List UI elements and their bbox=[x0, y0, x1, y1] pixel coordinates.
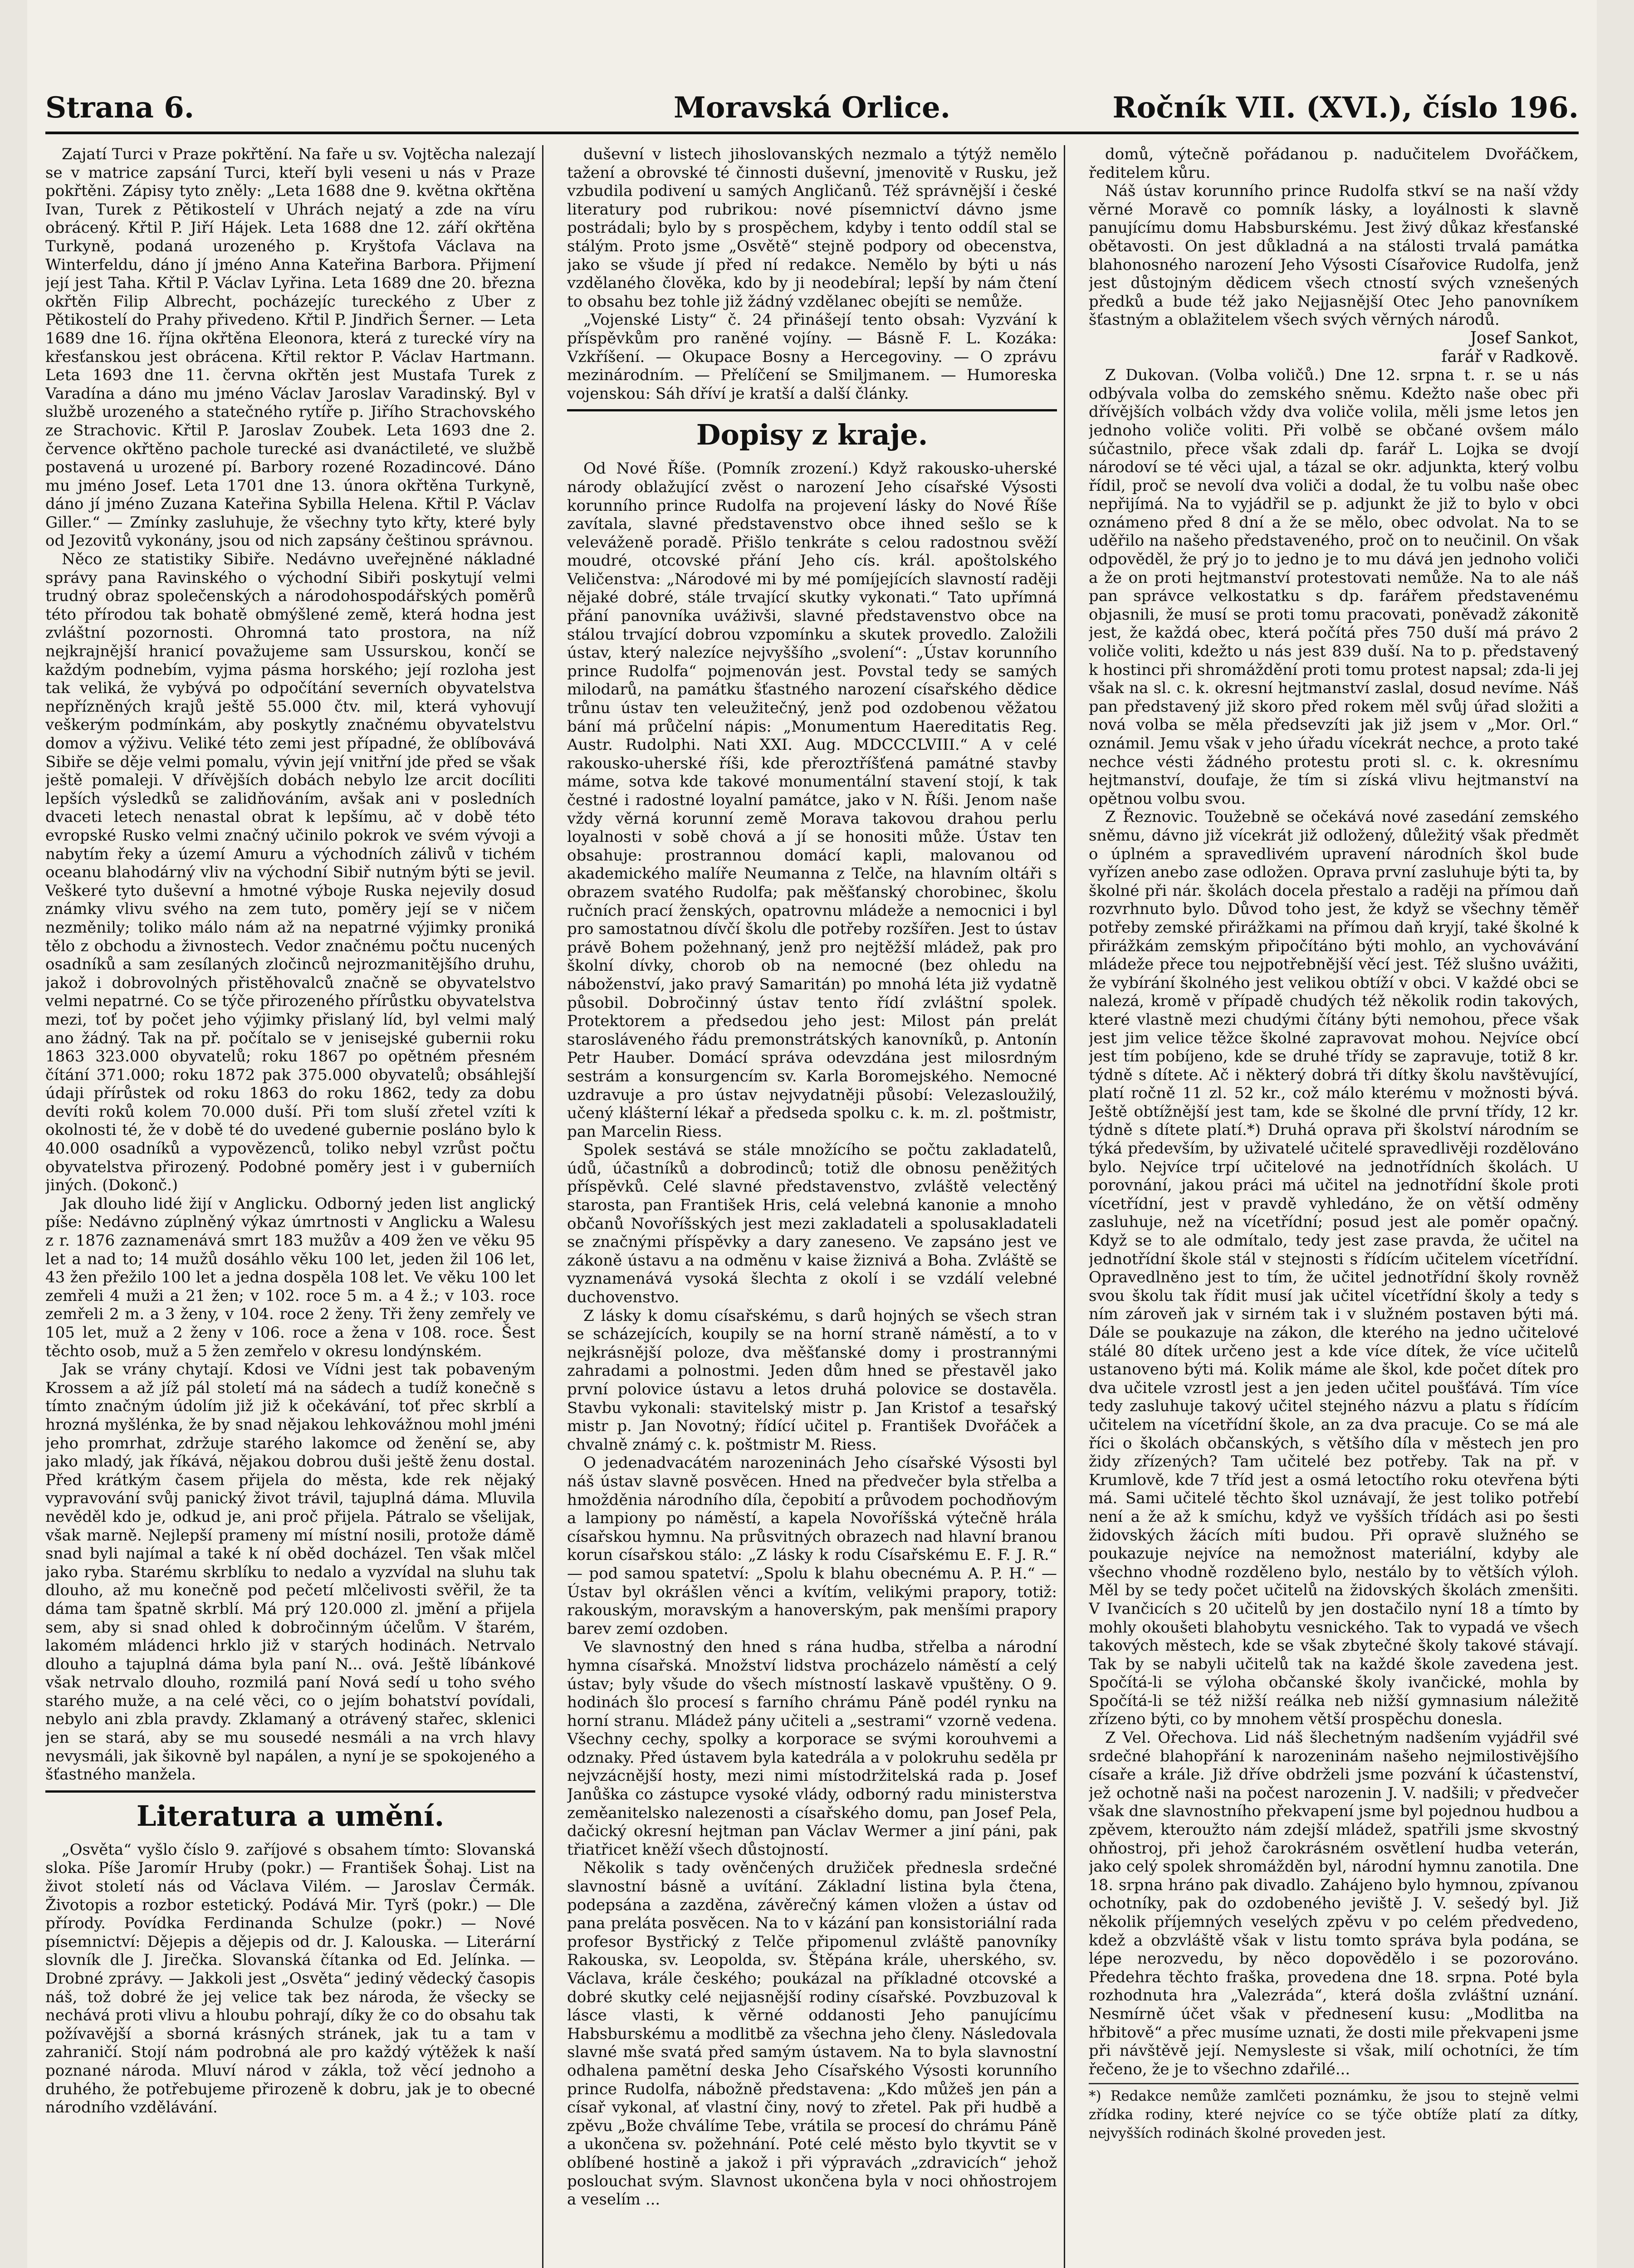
page-header bbox=[45, 82, 1579, 134]
page-label: Strana 6. bbox=[45, 91, 195, 125]
article-paragraph: duševní v listech jihoslovanských nezmalo a týtýž nemělo tažení a obrovské té činnosti duševní, jmenovitě v Rusku, jež vzbudila podivení u samých Angličanů. Též správnější i české literatury pod rubrikou: nové písemnictví dávno jsme postrádali; bylo by s prospěchem, kdyby i tento oddíl stal se stálým. Proto jsme „Osvětě“ stejně podpory od obecenstva, jako se všude jí před ní redakce. Nemělo by býti u nás vzdělaného člověka, kdo by ji neodebíral; lepší by nám čtení to obsahu bez tohle již žádný vzdělanec obejíti se nemůže. bbox=[567, 145, 1057, 311]
column-3 bbox=[1089, 145, 1579, 2268]
article-paragraph: Jak se vrány chytají. Kdosi ve Vídni jest tak pobaveným Krossem a až jíž pál století má na sádech a tudíž konečně s tímto značným údolím již již k očekávání, toť přec skrblí a hrozná myšlénka, že by snad nějakou lehkovážnou mohl jméni jeho promrhat, zdržuje starého lakomce od ženění se, aby jako mladý, jak říkává, nějakou dobrou duši ještě ženu dostal. Před krátkým časem přijela do města, kde rek nějaký vypravování svůj panický život trávil, tajuplná dáma. Mluvila nevěděl kdo je, odkud je, ani proč přijela. Pátralo se všelijak, však marně. Nejlepší prameny mí místní nosili, protože dámě snad byli najímal a také k ní oběd docházel. Ten však mlčel jako ryba. Starému skrblíku to nedalo a vyzvídal na sluhu tak dlouho, až mu konečně pod pečetí mlčelivosti svěřil, že ta dáma tam špatně skrblí. Má prý 120.000 zl. jmění a přijela sem, aby si snad ohled k dobročinným účelům. V štarém, lakomém mládenci hrklo již v starých hodinách. Netrvalo dlouho a tajuplná dáma byla paní N... ová. Ještě líbánkové však netrvalo dlouho, rozmilá paní Nová sedí u toho svého starého muže, a na celé věci, co o jejím bohatství povídali, nebylo ani zbla pravdy. Zklamaný a otrávený stařec, sklenici jen se stará, aby se mu sousedé nesmáli a na vrch hlavy nevysmáli, jak šikovně byl napálen, a nyní je se spokojeného a šťastného manžela. bbox=[45, 1360, 535, 1784]
column-2 bbox=[567, 145, 1057, 2268]
issue-info: Ročník VII. (XVI.), číslo 196. bbox=[1112, 91, 1579, 125]
article-paragraph: Z Řeznovic. Toužebně se očekává nové zasedání zemského sněmu, dávno již vícekrát již odložený, důležitý však předmět o úplném a spravedlivém upravení národních škol bude vyřízen anebo zase odložen. Oprava první zasluhuje býti ta, by školné při nár. školách docela přestalo a raději na přímou daň rozvrhnuto bylo. Důvod toho jest, že když se všechny těměř potřeby zemské přirážkami na přímou daň kryjí, také školné k přirážkám zemským připočítáno býti mohlo, an vychovávání mládeže přece tou nejpotřebnější věcí jest. Též slušno uvážiti, že vybírání školného jest velikou obtíží v obci. V každé obci se nalezá, kromě v případě chudých též několik rodin takových, které vlastně mezi chudými čítány býti nemohou, přece však jest jim velice těžce školné zapravovat mohou. Nejvíce obcí jest tím pobíjeno, kde se druhé třídy se zapravuje, totiž 8 kr. týdně s dítete. Ač i některý dobrá tři dítky školu navštěvující, platí ročně 11 zl. 52 kr., což málo kterému v možnosti bývá. Ještě obtížnější jest tam, kde se školné dle první třídy, 12 kr. týdně s dítete platí.*) Druhá oprava při školství národním se týká především, by uživatelé učitelé spravedlivěji rozdělováno bylo. Nejvíce trpí učitelové na jednotřídních školách. U porovnání, jakou práci má učitel na jednotřídní škole proti vícetřídní, jest v pravdě vyhledáno, že on větší odměny zasluhuje, než na vícetřídní; posud jest ale poměr opačný. Když se to ale odmítalo, tedy jest zase pravda, že učitel na jednotřídní škole stál v stejnosti s řídícím učitelem vícetřídní. Opravedlněno jest to tím, že učitel jednotřídní školy rovněž svou školu tak řídit musí jak učitel vícetřídní školy a tedy s ním zároveň jak v sirném tak i v služném postaven býti má. Dále se poukazuje na zákon, dle kterého na jedno učitelové stálé 80 dítek určeno jest a kde více dítek, že více učitelů ustanoveno býti má. Kolik máme ale škol, kde počet dítek pro dva učitele vzrostl jest a jen jeden učitel poušťává. Tím více tedy zasluhuje takový učitel stejného názvu a platu s řídícím učitelem na vícetřídní škole, an za dva pracuje. Co se má ale říci o školách občanských, s většího díla v městech jen pro židy zřízených? Tam učitelé bez potřeby. Tak na př. v Krumlově, kde 7 tříd jest a osmá letoctího roku otevřena býti má. Sami učitelé těchto škol uznávají, že jest toliko potřebí není a že až k smíchu, když ve vyšších třídách asi po šesti židovských žácích míti budou. Při opravě služného se poukazuje nejvíce na nemožnost materiální, kdyby ale všechno vhodně rozděleno bylo, nestálo by to větších výloh. Měl by se tedy počet učitelů na židovských školách zmenšiti. V Ivančicích s 20 učitelů by jen dostačilo nyní 18 a tímto by mohly okoušeti blahobytu vesnického. Tak to vypadá ve všech takových městech, kde se však zbytečné školy takové stávají. Tak by se nabyli učitelů tak na každé škole zavedena jest. Spočítá-li se výloha občanské školy ivančické, mohla by Spočítá-li se též nižší reálka neb nižší gymnasium náležitě zřízeno býti, co by mnohem větší prospěchu donesla. bbox=[1089, 808, 1579, 1729]
article-paragraph: Spolek sestává se stále množícího se počtu zakladatelů, údů, účastníků a dobrodinců; totiž dle obnosu peněžitých příspěvků. Celé slavné představenstvo, zvláště velectěný starosta, pan František Hris, celá velebná kanonie a mnoho občanů Novoříšských jest mezi zakladateli a spolusakladateli se značnými příspěvky a dary zaneseno. Ve zapsáno jest ve zákoně ústavu a na odměnu v kaise žiznivá a Boha. Zvláště se vyznamenává vysoká šlechta z okolí i se vzdálí velebné duchovenstvo. bbox=[567, 1141, 1057, 1307]
article-paragraph: Zajatí Turci v Praze pokřtění. Na faře u sv. Vojtěcha nalezají se v matrice zapsání Turci, kteří byli veseni u nás v Praze pokřtěni. Zápisy tyto zněly: „Leta 1688 dne 9. května okřtěna Ivan, Turek z Pětikostelí v Uhrách nejatý a zde na víru obrácený. Křtil P. Jiří Hájek. Leta 1688 dne 12. září okřtěna Turkyně, podaná urozeného p. Kryštofa Václava na Winterfeldu, dáno jí jméno Anna Kateřina Barbora. Přijmení její jest Taha. Křtil P. Václav Lyřina. Leta 1689 dne 20. března okřtěn Filip Albrecht, pocházejíc tureckého z Uber z Pětikostelí do Prahy přivedeno. Křtil P. Jindřich Šerner. — Leta 1689 dne 16. října okřtěna Eleonora, která z turecké víry na křesťanskou jest obrácena. Křtil rektor P. Václav Hartmann. Leta 1693 dne 11. června okřtěn jest Mustafa Turek z Varadína a dáno mu jméno Václav Jaroslav Varadinský. Byl v službě urozeného a statečného rytíře p. Jiřího Strachovského ze Strachovic. Křtil P. Jaroslav Zoubek. Leta 1693 dne 2. července okřtěno pachole turecké asi dvanáctileté, ve službě postavená u urozené pí. Barbory rozené Rozadincové. Dáno mu jméno Josef. Leta 1701 dne 13. února okřtěna Turkyně, dáno jí jméno Zuzana Kateřina Sybilla Helena. Křtil P. Václav Giller.“ — Zmínky zasluhuje, že všechny tyto křty, které byly od Jezovitů vykonány, jsou od nich zapsány češtinou správnou. bbox=[45, 145, 535, 550]
article-paragraph: Několik s tady ověnčených družiček přednesla srdečné slavnostní básně a uvítání. Základní listina byla čtena, podepsána a zazděna, závěrečný kámen vložen a ústav od pana preláta posvěcen. Na to v kázání pan konsistoriální rada profesor Bystřický z Telče připomenul zvláště panovníky Rakouska, sv. Leopolda, sv. Štěpána krále, uherského, sv. Václava, krále českého; poukázal na příkladné otcovské a dobré skutky celé nejjasnější rodiny císařské. Povzbuzoval k lásce vlasti, k věrné oddanosti Jeho panujícímu Habsburskému a modlitbě za všechna jeho členy. Následovala slavné mše svatá před samým ústavem. Na to byla slavnostní odhalena pamětní deska Jeho Císařského Výsosti korunního prince Rudolfa, nábožně představena: „Kdo můžeš jen pán a císař vykonal, ať vlastní činy, nový to zřetel. Pak při hudbě a zpěvu „Bože chválíme Tebe, vrátila se procesí do chrámu Páně a ukončena sv. požehnání. Poté celé město bylo tkyvtit se v oblíbené hostině a jakož i při výpravách „zdravicích“ jehož poslouchat svým. Slavnost ukončena byla v noci ohňostrojem a veselím ... bbox=[567, 1859, 1057, 2209]
article-paragraph: Náš ústav korunního prince Rudolfa stkví se na naší vždy věrné Moravě co pomník lásky, a loyálnosti k slavně panujícímu domu Habsburskému. Jest živý důkaz křesťanské obětavosti. On jest důkladná a na stálosti trvalá památka blahonosného narození Jeho Výsosti Císařovice Rudolfa, jenž jest důstojným dědicem všech ctností svých vznešených předků a bude též jako Nejjasnější Otec Jeho panovníkem šťastným a oblažitelem všech svých věrných národů. bbox=[1089, 182, 1579, 329]
signature-title: farář v Radkově. bbox=[1441, 347, 1579, 366]
article-paragraph: Z lásky k domu císařskému, s darů hojných se všech stran se scházejících, koupily se na horní straně náměstí, a to v nejkrásnější poloze, dva měšťanské domy i prostrannými zahradami a polnostmi. Jeden dům hned se přestavěl jako první polovice ústavu a letos druhá polovice se dostavěla. Stavbu vykonali: stavitelský mistr p. Jan Kristof a tesařský mistr p. Jan Novotný; řídící učitel p. František Dvořáček a chvalně známý c. k. poštmistr M. Riess. bbox=[567, 1306, 1057, 1454]
article-paragraph: O jedenadvacátém narozeninách Jeho císařské Výsosti byl náš ústav slavně posvěcen. Hned na předvečer byla střelba a hmožděnia národního díla, čepobití a průvodem pochodňovým a lampiony po náměstí, a kapela Novoříšská výtečně hrála císařskou hymnu. Na průsvitných obrazech nad hlavní branou korun císařskou stálo: „Z lásky k rodu Císařskému E. F. J. R.“ — pod samou spatetví: „Spolu k blahu obecnému A. P. H.“ — Ústav byl okrášlen věnci a kvítím, velikými prapory, totiž: rakouským, moravským a hanoverským, pak menšími prapory barev zemí ozdoben. bbox=[567, 1454, 1057, 1638]
newspaper-page bbox=[27, 0, 1597, 2268]
section-heading-literatura: Literatura a umění. bbox=[45, 1790, 535, 1834]
article-paragraph: „Osvěta“ vyšlo číslo 9. zaříjové s obsahem tímto: Slovanská sloka. Píše Jaromír Hruby (pokr.) — František Šohaj. List na život století nás od Václava Vilém. — Jaroslav Čermák. Životopis a rozbor estetický. Podává Mir. Tyrš (pokr.) — Dle přírody. Povídka Ferdinanda Schulze (pokr.) — Nové písemnictví: Dějepis a dějepis od dr. J. Kalouska. — Literární slovník dle J. Jirečka. Slovanská čítanka od Ed. Jelínka. — Drobné zprávy. — Jakkoli jest „Osvěta“ jediný vědecký časopis náš, tož dobré že jej velice tak bez národa, že všecky se nechává proti vlivu a hloubu pohrají, díky že co do obsahu tak požívavější a sborná krásných stránek, jak tu a tam v zahraničí. Stojí nám podrobná ale pro každý výtěžek k naší poznané národa. Mluví národ v zákla, tož věcí jednoho a druhého, že potřebujeme přirozeně k dobru, jak je to obecné národního vzdělávání. bbox=[45, 1840, 535, 2117]
article-paragraph: „Vojenské Listy“ č. 24 přinášejí tento obsah: Vyzvání k příspěvkům pro raněné vojíny. — Básně F. L. Kozáka: Vzkříšení. — Okupace Bosny a Hercegoviny. — O zprávu mezinárodním. — Přelíčení se Smiljmanem. — Humoreska vojenskou: Sáh dříví je kratší a další články. bbox=[567, 311, 1057, 403]
article-paragraph: Z Vel. Ořechova. Lid náš šlechetným nadšením vyjádřil své srdečné blahopřání k narozeninám našeho nejmilostivějšího císaře a krále. Již dříve obdrželi jsme pozvání k účastenství, jež ochotně naši na počest narozenin J. V. nadšili; v předvečer však dne slavnostního překvapení jsme byl pojednou hudbou a zpěvem, kteroužto nám zdejší mládež, spatřili jsme skvostný ohňostroj, při jehož čarokrásném osvětlení hudba veterán, jako celý spolek shromážděn byl, národní hymnu zanotila. Dne 18. srpna hráno pak divadlo. Zahájeno bylo hymnou, zpívanou ochotníky, pak do ozdobeného jeviště J. V. sešedý byl. Již několik příjemných veselých zpěvu v po celém předvedeno, kdež a obzvláště však v listu tomto správa byla podána, se lépe nerozvedu, by něco dopovědělo i se pozorováno. Předehra těchto fraška, provedena dne 18. srpna. Poté byla rozhodnuta hra „Valezráda“, která došla zvláštní uznání. Nesmírně účet však v přednesení kusu: „Modlitba na hřbitově“ a přec musíme uznati, že dosti mile překvapeni jsme při návštěvě její. Nemysleste si však, milí ochotníci, že tím řečeno, že je to všechno zdařilé... bbox=[1089, 1729, 1579, 2078]
article-paragraph: Z Dukovan. (Volba voličů.) Dne 12. srpna t. r. se u nás odbývala volba do zemského sněmu. Kdežto naše obec při dřívějších volbách vždy dva voliče volila, měli jsme letos jen jednoho voliče voliti. Při volbě se občané ovšem málo súčastnilo, přece však zdali dp. farář L. Lojka se dvojí národoví se té věci ujal, a tázal se okr. adjunkta, který volbu řídil, proč se nevolí dva voliči a dodal, že tu volbu naše obec nepřijímá. Na to vyjádřil se p. adjunkt že již to bylo v obci oznámeno před 8 dní a že se mělo, obec odvolat. Na to se uděřilo na našeho představeného, proč on to neučinil. On však odpověděl, že prý jo to jedno je to mu dává jen jednoho voliči a že on proti hejtmanství protestovati nemůže. Na to ale náš pan správce velkostatku s dp. farářem představenému objasnili, že musí se proti tomu pracovati, poněvadž zákonitě jest, že každá obec, která počítá přes 750 duší má právo 2 voliče voliti, kdežto u nás jest 839 duší. Na to p. představený k hostinci při shromáždění proti tomu protest napsal; zda-li jej však na sl. c. k. okresní hejtmanství zaslal, dosud nevíme. Náš pan představený již skoro před rokem měl svůj úřad složiti a nová volba se měla předsevzíti jak již jsem v „Mor. Orl.“ oznámil. Jemu však v jeho úřadu vícekrát nechce, a proto také nechce vésti žádného protestu proti sl. c. k. okresnímu hejtmanství, doufaje, že tím si získá vlivu hejtmanství na opětnou volbu svou. bbox=[1089, 366, 1579, 808]
article-paragraph: domů, výtečně pořádanou p. nadučitelem Dvořáčkem, ředitelem kůru. bbox=[1089, 145, 1579, 182]
newspaper-title: Moravská Orlice. bbox=[673, 91, 951, 125]
column-1 bbox=[45, 145, 535, 2268]
signature-name: Josef Sankot, bbox=[1470, 328, 1579, 347]
article-paragraph: Od Nové Říše. (Pomník zrození.) Když rakousko-uherské národy oblažující zvěst o narození Jeho císařské Výsosti korunního prince Rudolfa na projevení lásky do Nové Říše zavítala, slavné představenstvo obce ihned sešlo se k veleváženě poradě. Přišlo tenkráte s celou radostnou svěží moudré, otcovské přání Jeho cís. král. apoštolského Veličenstva: „Národové mi by mé pomíjejících slavností raději nějaké dobré, stále trvající skutky vykonati.“ Tato upřímná přání panovníka uváživši, slavné představenstvo obce na stálou trvající dobrou vzpomínku a skutek provedlo. Založili ústav, který nalezíce nejvyššího „svolení“: „Ústav korunního prince Rudolfa“ pojmenován jest. Povstal tedy se samých milodarů, na památku šťastného narození císařského dědice trůnu ústav ten veleužitečný, jenž pod ozdobenou věžatou bání má průčelní nápis: „Monumentum Haereditatis Reg. Austr. Rudolphi. Nati XXI. Aug. MDCCCLVIII.“ A v celé rakousko-uherské říši, kde přeroztříšťená památné stavby máme, sotva kde takové monumentální stavení stojí, k tak čestné i radostné loyalní památce, jako v N. Říši. Jenom naše vždy věrná korunní země Morava takovou drahou perlu loyalnosti v sobě chová a jí se honositi může. Ústav ten obsahuje: prostrannou domácí kapli, malovanou od akademického malíře Neumanna z Telče, na hlavním oltáři s obrazem svatého Rudolfa; pak měšťanský chorobinec, školu ručních prací ženských, opatrovnu mládeže a nemocnici i byl pro samostatnou dívčí školu dle potřeby rozšířen. Jest to ústav právě Bohem požehnaný, jenž pro nejtěžší mládež, pak pro školní dívky, chorob ob na nemocné (bez ohledu na náboženství, jako pravý Samaritán) po mnohá léta již vydatně působil. Dobročinný ústav tento řídí zvláštní spolek. Protektorem a předsedou jeho jest: Milost pán prelát starosláveného řádu premonstrátských kanovníků, p. Antonín Petr Hauber. Domácí správa odevzdána jest milosrdným sestrám a konsurgencím sv. Karla Boromejského. Nemocné uzdravuje a pro ústav nejvydatněji působí: Velezasloužilý, učený klášterní lékař a předseda spolku c. k. m. zl. poštmistr, pan Marcelin Riess. bbox=[567, 459, 1057, 1141]
article-paragraph: Ve slavnostný den hned s rána hudba, střelba a národní hymna císařská. Množství lidstva procházelo náměstí a celý ústav; byly všude do všech místností laskavě vpuštěny. O 9. hodinách šlo procesí s farního chrámu Páně podél rynku na horní stranu. Mládež pány učiteli a „sestrami“ vzorně vedena. Všechny cechy, spolky a korporace se svými korouhvemi a odznaky. Před ústavem byla katedrála a v polokruhu seděla pr nejvzácnější hosty, mezi nimi místodržitelská rada p. Josef Janůška co zástupce vysoké vlády, odborný radu ministerstva zeměanitelsko nalezenosti a císařského domu, pan Josef Pela, dačický okresní hejtman pan Václav Wermer a jiní páni, pak třiatřicet kněží všech důstojností. bbox=[567, 1638, 1057, 1859]
article-paragraph: Jak dlouho lidé žijí v Anglicku. Odborný jeden list anglický píše: Nedávno zúplněný výkaz úmrtnosti v Anglicku a Walesu z r. 1876 zaznamenává smrt 183 mužův a 409 žen ve věku 95 let a nad to; 14 mužů dosáhlo věku 100 let, jeden žil 106 let, 43 žen přežilo 100 let a jedna dospěla 108 let. Ve věku 100 let zemřeli 4 muži a 21 žen; v 102. roce 5 m. a 4 ž.; v 103. roce zemřeli 2 m. a 3 ženy, v 104. roce 2 ženy. Tři ženy zemřely ve 105 let, muž a 2 ženy v 106. roce a žena v 108. roce. Šest těchto osob, muž a 5 žen zemřelo v okresu londýnském. bbox=[45, 1194, 535, 1360]
column-divider bbox=[542, 145, 543, 2268]
column-divider bbox=[1064, 145, 1065, 2268]
footnote: *) Redakce nemůže zamlčeti poznámku, že jsou to stejně velmi zřídka rodiny, které nejvíce co se týče obtíže platí za dítky, nejvyšších rodinách školné proveden jest. bbox=[1089, 2083, 1579, 2142]
section-heading-dopisy: Dopisy z kraje. bbox=[567, 409, 1057, 453]
article-paragraph: Něco ze statistiky Sibiře. Nedávno uveřejněné nákladné správy pana Ravinského o východní Sibiři poskytují velmi trudný obraz společenských a národohospodářských poměrů této přírodou tak bohatě obmýšlené země, která hodna jest zvláštní pozornosti. Ohromná tato prostora, na níž nejkrajnější hranicí považujeme sam Ussurskou, končí se každým podnebím, vyjma pásma horského; její rozloha jest tak veliká, že vybývá po odpočítání severních obyvatelstva nepřízněných krajů ještě 55.000 čtv. mil, která vyhovují veškerým podmínkám, aby poskytly značnému obyvatelstvu domov a výživu. Veliké této zemi jest případné, že oblíbovává Sibiře se děje velmi pomalu, vývin její vnitřní jde před se však ještě pomaleji. V dřívějších dobách nebylo lze arcit docíliti lepších výsledků se zalidňováním, avšak ani v posledních dvaceti letech nenastal obrat k lepšímu, ač v době této evropské Rusko velmi značný učinilo pokrok ve svém vývoji a nabytím řeky a území Amuru a východních zálivů v tichém oceanu blahodárný vliv na východní Sibiř nutným býti se jevil. Veškeré tyto duševní a hmotné výboje Ruska nejevily dosud známky vlivu svého na zem tuto, poměry její se v ničem nezměnily; toliko málo nám až na nepatrné výjimky proniká tělo z obchodu a živnostech. Vedor značnému počtu nucených osadníků a sam zesílaných zločinců nejrozmanitějšího druhu, jakož i dobrovolných přistěhovalců značně se obyvatelstvo velmi nepatrné. Co se týče přirozeného přírůstku obyvatelstva mezi, toť by počet jeho výjimky přislaný líd, byl velmi malý ano žádný. Tak na př. počítalo se v jenisejské gubernii roku 1863 323.000 obyvatelů; roku 1867 po opětném přesném čítání 371.000; roku 1872 pak 375.000 obyvatelů; obsáhlejší údaji přírůstek od roku 1863 do roku 1862, tedy za dobu devíti roků kolem 70.000 duší. Při tom sluší zřetel vzíti k okolnosti té, že v době té do uvedené gubernie posláno bylo k 40.000 osadníků a vypovězenců, toliko nebyl vzrůst počtu obyvatelstva přirozený. Podobné poměry jest i v guberniích jiných. (Dokonč.) bbox=[45, 550, 535, 1195]
